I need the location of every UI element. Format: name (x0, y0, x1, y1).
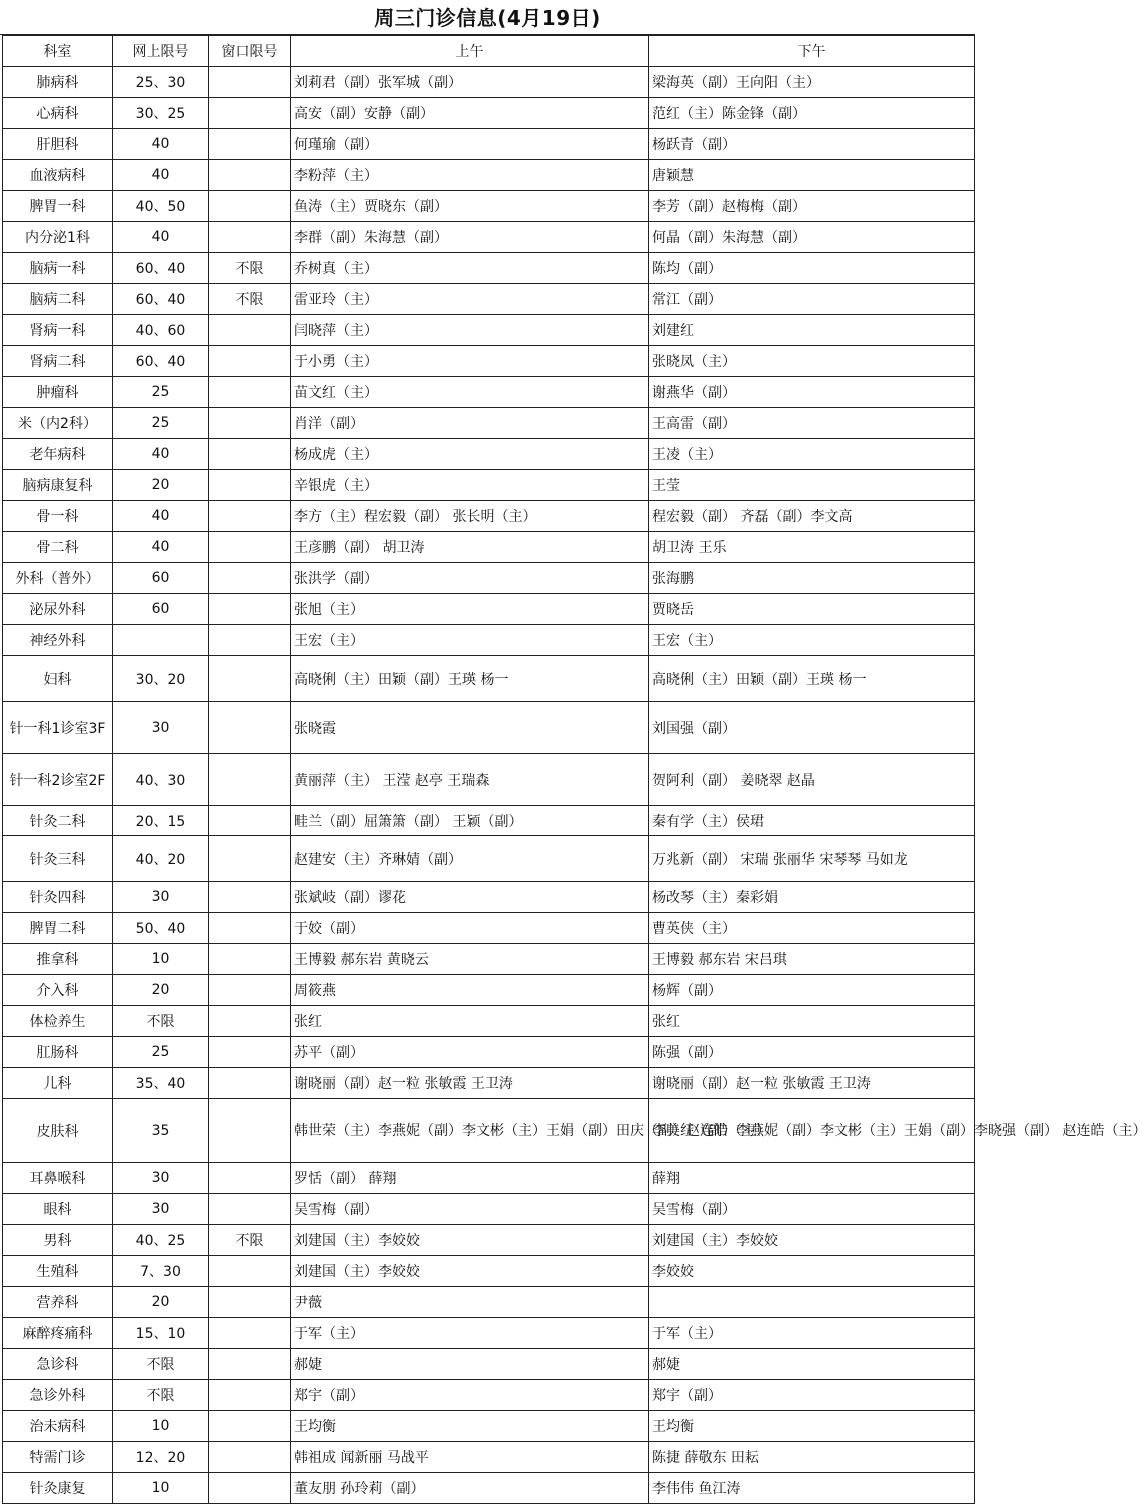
dept-cell: 老年病科 (3, 439, 113, 470)
window-limit-cell (209, 439, 291, 470)
morning-doctors-cell: 畦兰（副）屈箫箫（副） 王颖（副） (291, 806, 649, 836)
header-dept: 科室 (3, 36, 113, 67)
afternoon-doctors-cell: 李美红（副）李燕妮（副）李文彬（主）王娟（副）李晓强（副） 赵连皓（主） (649, 1099, 975, 1163)
dept-cell: 针灸二科 (3, 806, 113, 836)
morning-doctors-cell: 赵建安（主）齐琳婧（副） (291, 836, 649, 882)
online-limit-cell: 30 (113, 702, 209, 754)
morning-doctors-cell: 李粉萍（主） (291, 160, 649, 191)
morning-doctors-cell: 刘建国（主）李姣姣 (291, 1225, 649, 1256)
table-row (3, 377, 975, 408)
afternoon-doctors-cell: 陈捷 薛敬东 田耘 (649, 1442, 975, 1473)
window-limit-cell (209, 563, 291, 594)
afternoon-doctors-cell: 郑宇（副） (649, 1380, 975, 1411)
online-limit-cell: 15、10 (113, 1318, 209, 1349)
table-row (3, 944, 975, 975)
online-limit-cell: 20 (113, 1287, 209, 1318)
morning-doctors-cell: 吴雪梅（副） (291, 1194, 649, 1225)
window-limit-cell (209, 1473, 291, 1504)
online-limit-cell: 40 (113, 439, 209, 470)
table-row (3, 625, 975, 656)
window-limit-cell (209, 975, 291, 1006)
window-limit-cell (209, 702, 291, 754)
table-row (3, 1256, 975, 1287)
afternoon-doctors-cell: 刘建红 (649, 315, 975, 346)
morning-doctors-cell: 谢晓丽（副）赵一粒 张敏霞 王卫涛 (291, 1068, 649, 1099)
header-window-limit: 窗口限号 (209, 36, 291, 67)
dept-cell: 脾胃二科 (3, 913, 113, 944)
table-row (3, 315, 975, 346)
table-row (3, 1287, 975, 1318)
dept-cell: 肝胆科 (3, 129, 113, 160)
online-limit-cell: 60、40 (113, 284, 209, 315)
window-limit-cell (209, 1380, 291, 1411)
window-limit-cell (209, 1006, 291, 1037)
table-row (3, 594, 975, 625)
table-row (3, 656, 975, 702)
dept-cell: 耳鼻喉科 (3, 1163, 113, 1194)
online-limit-cell: 12、20 (113, 1442, 209, 1473)
dept-cell: 针灸三科 (3, 836, 113, 882)
afternoon-doctors-cell: 陈强（副） (649, 1037, 975, 1068)
sheet-title: 周三门诊信息(4月19日) (0, 0, 975, 35)
table-row (3, 1068, 975, 1099)
dept-cell: 脑病一科 (3, 253, 113, 284)
online-limit-cell: 35、40 (113, 1068, 209, 1099)
online-limit-cell: 35 (113, 1099, 209, 1163)
afternoon-doctors-cell: 秦有学（主）侯珺 (649, 806, 975, 836)
afternoon-doctors-cell: 王宏（主） (649, 625, 975, 656)
afternoon-doctors-cell: 胡卫涛 王乐 (649, 532, 975, 563)
dept-cell: 推拿科 (3, 944, 113, 975)
dept-cell: 血液病科 (3, 160, 113, 191)
table-row (3, 1194, 975, 1225)
morning-doctors-cell: 高晓俐（主）田颖（副）王瑛 杨一 (291, 656, 649, 702)
table-row (3, 470, 975, 501)
window-limit-cell: 不限 (209, 284, 291, 315)
afternoon-doctors-cell: 刘建国（主）李姣姣 (649, 1225, 975, 1256)
dept-cell: 体检养生 (3, 1006, 113, 1037)
morning-doctors-cell: 李方（主）程宏毅（副） 张长明（主） (291, 501, 649, 532)
window-limit-cell (209, 1287, 291, 1318)
window-limit-cell (209, 160, 291, 191)
morning-doctors-cell: 尹薇 (291, 1287, 649, 1318)
dept-cell: 脑病康复科 (3, 470, 113, 501)
online-limit-cell: 不限 (113, 1006, 209, 1037)
dept-cell: 内分泌1科 (3, 222, 113, 253)
table-row (3, 1037, 975, 1068)
dept-cell: 皮肤科 (3, 1099, 113, 1163)
online-limit-cell: 20 (113, 975, 209, 1006)
dept-cell: 神经外科 (3, 625, 113, 656)
afternoon-doctors-cell: 程宏毅（副） 齐磊（副）李文高 (649, 501, 975, 532)
table-row (3, 913, 975, 944)
afternoon-doctors-cell: 贺阿利（副） 姜晓翠 赵晶 (649, 754, 975, 806)
online-limit-cell: 不限 (113, 1380, 209, 1411)
morning-doctors-cell: 韩世荣（主）李燕妮（副）李文彬（主）王娟（副）田庆（副）赵连皓（主） (291, 1099, 649, 1163)
dept-cell: 针灸康复 (3, 1473, 113, 1504)
table-row (3, 702, 975, 754)
header-afternoon: 下午 (649, 36, 975, 67)
dept-cell: 骨一科 (3, 501, 113, 532)
morning-doctors-cell: 郑宇（副） (291, 1380, 649, 1411)
dept-cell: 肿瘤科 (3, 377, 113, 408)
online-limit-cell: 60 (113, 594, 209, 625)
afternoon-doctors-cell: 张海鹏 (649, 563, 975, 594)
dept-cell: 营养科 (3, 1287, 113, 1318)
online-limit-cell: 30、20 (113, 656, 209, 702)
online-limit-cell: 不限 (113, 1349, 209, 1380)
online-limit-cell: 40 (113, 532, 209, 563)
dept-cell: 针一科2诊室2F (3, 754, 113, 806)
table-row (3, 1318, 975, 1349)
window-limit-cell: 不限 (209, 253, 291, 284)
online-limit-cell: 7、30 (113, 1256, 209, 1287)
afternoon-doctors-cell: 刘国强（副） (649, 702, 975, 754)
online-limit-cell: 40、50 (113, 191, 209, 222)
window-limit-cell (209, 346, 291, 377)
afternoon-doctors-cell: 万兆新（副） 宋瑞 张丽华 宋琴琴 马如龙 (649, 836, 975, 882)
morning-doctors-cell: 杨成虎（主） (291, 439, 649, 470)
table-row (3, 253, 975, 284)
dept-cell: 脾胃一科 (3, 191, 113, 222)
window-limit-cell (209, 67, 291, 98)
morning-doctors-cell: 苏平（副） (291, 1037, 649, 1068)
online-limit-cell: 40 (113, 160, 209, 191)
dept-cell: 生殖科 (3, 1256, 113, 1287)
window-limit-cell (209, 1068, 291, 1099)
table-row (3, 160, 975, 191)
morning-doctors-cell: 肖洋（副） (291, 408, 649, 439)
online-limit-cell: 25 (113, 408, 209, 439)
window-limit-cell (209, 1411, 291, 1442)
window-limit-cell (209, 1442, 291, 1473)
afternoon-doctors-cell: 王博毅 郝东岩 宋吕琪 (649, 944, 975, 975)
morning-doctors-cell: 刘莉君（副）张军城（副） (291, 67, 649, 98)
dept-cell: 脑病二科 (3, 284, 113, 315)
table-row (3, 975, 975, 1006)
afternoon-doctors-cell: 王均衡 (649, 1411, 975, 1442)
dept-cell: 麻醉疼痛科 (3, 1318, 113, 1349)
morning-doctors-cell: 于小勇（主） (291, 346, 649, 377)
window-limit-cell (209, 806, 291, 836)
table-row (3, 501, 975, 532)
morning-doctors-cell: 罗恬（副） 薛翔 (291, 1163, 649, 1194)
table-row (3, 346, 975, 377)
window-limit-cell (209, 625, 291, 656)
afternoon-doctors-cell: 范红（主）陈金锋（副） (649, 98, 975, 129)
morning-doctors-cell: 郝婕 (291, 1349, 649, 1380)
morning-doctors-cell: 张旭（主） (291, 594, 649, 625)
window-limit-cell (209, 532, 291, 563)
window-limit-cell (209, 594, 291, 625)
table-row (3, 1225, 975, 1256)
online-limit-cell: 10 (113, 944, 209, 975)
online-limit-cell: 25 (113, 1037, 209, 1068)
table-row (3, 1442, 975, 1473)
morning-doctors-cell: 张红 (291, 1006, 649, 1037)
afternoon-doctors-cell: 陈均（副） (649, 253, 975, 284)
dept-cell: 心病科 (3, 98, 113, 129)
afternoon-doctors-cell: 杨辉（副） (649, 975, 975, 1006)
online-limit-cell: 30 (113, 1163, 209, 1194)
table-row (3, 129, 975, 160)
table-row (3, 1099, 975, 1163)
online-limit-cell: 30 (113, 1194, 209, 1225)
morning-doctors-cell: 辛银虎（主） (291, 470, 649, 501)
table-row (3, 563, 975, 594)
online-limit-cell: 10 (113, 1411, 209, 1442)
window-limit-cell (209, 882, 291, 913)
window-limit-cell (209, 377, 291, 408)
afternoon-doctors-cell: 王高雷（副） (649, 408, 975, 439)
dept-cell: 米（内2科） (3, 408, 113, 439)
window-limit-cell: 不限 (209, 1225, 291, 1256)
afternoon-doctors-cell: 李姣姣 (649, 1256, 975, 1287)
table-row (3, 98, 975, 129)
afternoon-doctors-cell: 郝婕 (649, 1349, 975, 1380)
afternoon-doctors-cell: 张晓凤（主） (649, 346, 975, 377)
header-row (3, 36, 975, 67)
online-limit-cell: 50、40 (113, 913, 209, 944)
table-row (3, 532, 975, 563)
morning-doctors-cell: 闫晓萍（主） (291, 315, 649, 346)
afternoon-doctors-cell: 于军（主） (649, 1318, 975, 1349)
window-limit-cell (209, 98, 291, 129)
afternoon-doctors-cell: 吴雪梅（副） (649, 1194, 975, 1225)
table-row (3, 191, 975, 222)
online-limit-cell (113, 625, 209, 656)
morning-doctors-cell: 周筱燕 (291, 975, 649, 1006)
morning-doctors-cell: 于姣（副） (291, 913, 649, 944)
online-limit-cell: 10 (113, 1473, 209, 1504)
dept-cell: 急诊科 (3, 1349, 113, 1380)
table-row (3, 222, 975, 253)
table-row (3, 1006, 975, 1037)
table-row (3, 882, 975, 913)
morning-doctors-cell: 李群（副）朱海慧（副） (291, 222, 649, 253)
afternoon-doctors-cell: 高晓俐（主）田颖（副）王瑛 杨一 (649, 656, 975, 702)
morning-doctors-cell: 于军（主） (291, 1318, 649, 1349)
dept-cell: 骨二科 (3, 532, 113, 563)
window-limit-cell (209, 836, 291, 882)
afternoon-doctors-cell: 李芳（副）赵梅梅（副） (649, 191, 975, 222)
window-limit-cell (209, 1194, 291, 1225)
morning-doctors-cell: 张晓霞 (291, 702, 649, 754)
afternoon-doctors-cell: 常江（副） (649, 284, 975, 315)
morning-doctors-cell: 王彦鹏（副） 胡卫涛 (291, 532, 649, 563)
dept-cell: 介入科 (3, 975, 113, 1006)
header-morning: 上午 (291, 36, 649, 67)
dept-cell: 泌尿外科 (3, 594, 113, 625)
afternoon-doctors-cell: 杨跃青（副） (649, 129, 975, 160)
online-limit-cell: 25、30 (113, 67, 209, 98)
dept-cell: 治未病科 (3, 1411, 113, 1442)
online-limit-cell: 40、25 (113, 1225, 209, 1256)
afternoon-doctors-cell: 薛翔 (649, 1163, 975, 1194)
afternoon-doctors-cell: 曹英侠（主） (649, 913, 975, 944)
online-limit-cell: 30、25 (113, 98, 209, 129)
clinic-schedule-table (2, 35, 1146, 1504)
afternoon-doctors-cell: 唐颖慧 (649, 160, 975, 191)
dept-cell: 眼科 (3, 1194, 113, 1225)
table-body (3, 36, 1146, 1504)
table-row (3, 754, 975, 806)
morning-doctors-cell: 王均衡 (291, 1411, 649, 1442)
dept-cell: 急诊外科 (3, 1380, 113, 1411)
online-limit-cell: 60 (113, 563, 209, 594)
online-limit-cell: 40、20 (113, 836, 209, 882)
online-limit-cell: 40 (113, 222, 209, 253)
window-limit-cell (209, 222, 291, 253)
header-online-limit: 网上限号 (113, 36, 209, 67)
window-limit-cell (209, 501, 291, 532)
window-limit-cell (209, 470, 291, 501)
window-limit-cell (209, 1256, 291, 1287)
afternoon-doctors-cell: 谢晓丽（副）赵一粒 张敏霞 王卫涛 (649, 1068, 975, 1099)
dept-cell: 肺病科 (3, 67, 113, 98)
table-row (3, 1473, 975, 1504)
morning-doctors-cell: 苗文红（主） (291, 377, 649, 408)
morning-doctors-cell: 雷亚玲（主） (291, 284, 649, 315)
online-limit-cell: 40 (113, 501, 209, 532)
dept-cell: 肛肠科 (3, 1037, 113, 1068)
dept-cell: 针灸四科 (3, 882, 113, 913)
afternoon-doctors-cell: 谢燕华（副） (649, 377, 975, 408)
dept-cell: 男科 (3, 1225, 113, 1256)
dept-cell: 肾病二科 (3, 346, 113, 377)
table-row (3, 408, 975, 439)
afternoon-doctors-cell (649, 1287, 975, 1318)
morning-doctors-cell: 董友朋 孙玲莉（副） (291, 1473, 649, 1504)
morning-doctors-cell: 黄丽萍（主） 王滢 赵亭 王瑞森 (291, 754, 649, 806)
afternoon-doctors-cell: 贾晓岳 (649, 594, 975, 625)
online-limit-cell: 60、40 (113, 346, 209, 377)
afternoon-doctors-cell: 何晶（副）朱海慧（副） (649, 222, 975, 253)
afternoon-doctors-cell: 杨改琴（主）秦彩娟 (649, 882, 975, 913)
window-limit-cell (209, 754, 291, 806)
table-row (3, 1411, 975, 1442)
window-limit-cell (209, 1099, 291, 1163)
morning-doctors-cell: 鱼涛（主）贾晓东（副） (291, 191, 649, 222)
dept-cell: 肾病一科 (3, 315, 113, 346)
table-row (3, 806, 975, 836)
table-row (3, 1349, 975, 1380)
morning-doctors-cell: 王博毅 郝东岩 黄晓云 (291, 944, 649, 975)
online-limit-cell: 40 (113, 129, 209, 160)
dept-cell: 针一科1诊室3F (3, 702, 113, 754)
online-limit-cell: 60、40 (113, 253, 209, 284)
online-limit-cell: 20 (113, 470, 209, 501)
afternoon-doctors-cell: 梁海英（副）王向阳（主） (649, 67, 975, 98)
window-limit-cell (209, 913, 291, 944)
table-row (3, 284, 975, 315)
window-limit-cell (209, 1163, 291, 1194)
dept-cell: 外科（普外） (3, 563, 113, 594)
afternoon-doctors-cell: 张红 (649, 1006, 975, 1037)
morning-doctors-cell: 张斌岐（副）谬花 (291, 882, 649, 913)
window-limit-cell (209, 1037, 291, 1068)
dept-cell: 儿科 (3, 1068, 113, 1099)
online-limit-cell: 20、15 (113, 806, 209, 836)
morning-doctors-cell: 何瑾瑜（副） (291, 129, 649, 160)
morning-doctors-cell: 高安（副）安静（副） (291, 98, 649, 129)
table-row (3, 67, 975, 98)
table-row (3, 1380, 975, 1411)
window-limit-cell (209, 129, 291, 160)
window-limit-cell (209, 408, 291, 439)
window-limit-cell (209, 191, 291, 222)
morning-doctors-cell: 刘建国（主）李姣姣 (291, 1256, 649, 1287)
online-limit-cell: 25 (113, 377, 209, 408)
afternoon-doctors-cell: 王凌（主） (649, 439, 975, 470)
afternoon-doctors-cell: 李伟伟 鱼江涛 (649, 1473, 975, 1504)
table-row (3, 836, 975, 882)
table-row (3, 1163, 975, 1194)
window-limit-cell (209, 1318, 291, 1349)
morning-doctors-cell: 乔树真（主） (291, 253, 649, 284)
afternoon-doctors-cell: 王莹 (649, 470, 975, 501)
morning-doctors-cell: 韩祖成 闻新丽 马战平 (291, 1442, 649, 1473)
morning-doctors-cell: 张洪学（副） (291, 563, 649, 594)
window-limit-cell (209, 944, 291, 975)
dept-cell: 妇科 (3, 656, 113, 702)
online-limit-cell: 40、30 (113, 754, 209, 806)
morning-doctors-cell: 王宏（主） (291, 625, 649, 656)
online-limit-cell: 30 (113, 882, 209, 913)
window-limit-cell (209, 315, 291, 346)
window-limit-cell (209, 656, 291, 702)
dept-cell: 特需门诊 (3, 1442, 113, 1473)
online-limit-cell: 40、60 (113, 315, 209, 346)
table-row (3, 439, 975, 470)
window-limit-cell (209, 1349, 291, 1380)
